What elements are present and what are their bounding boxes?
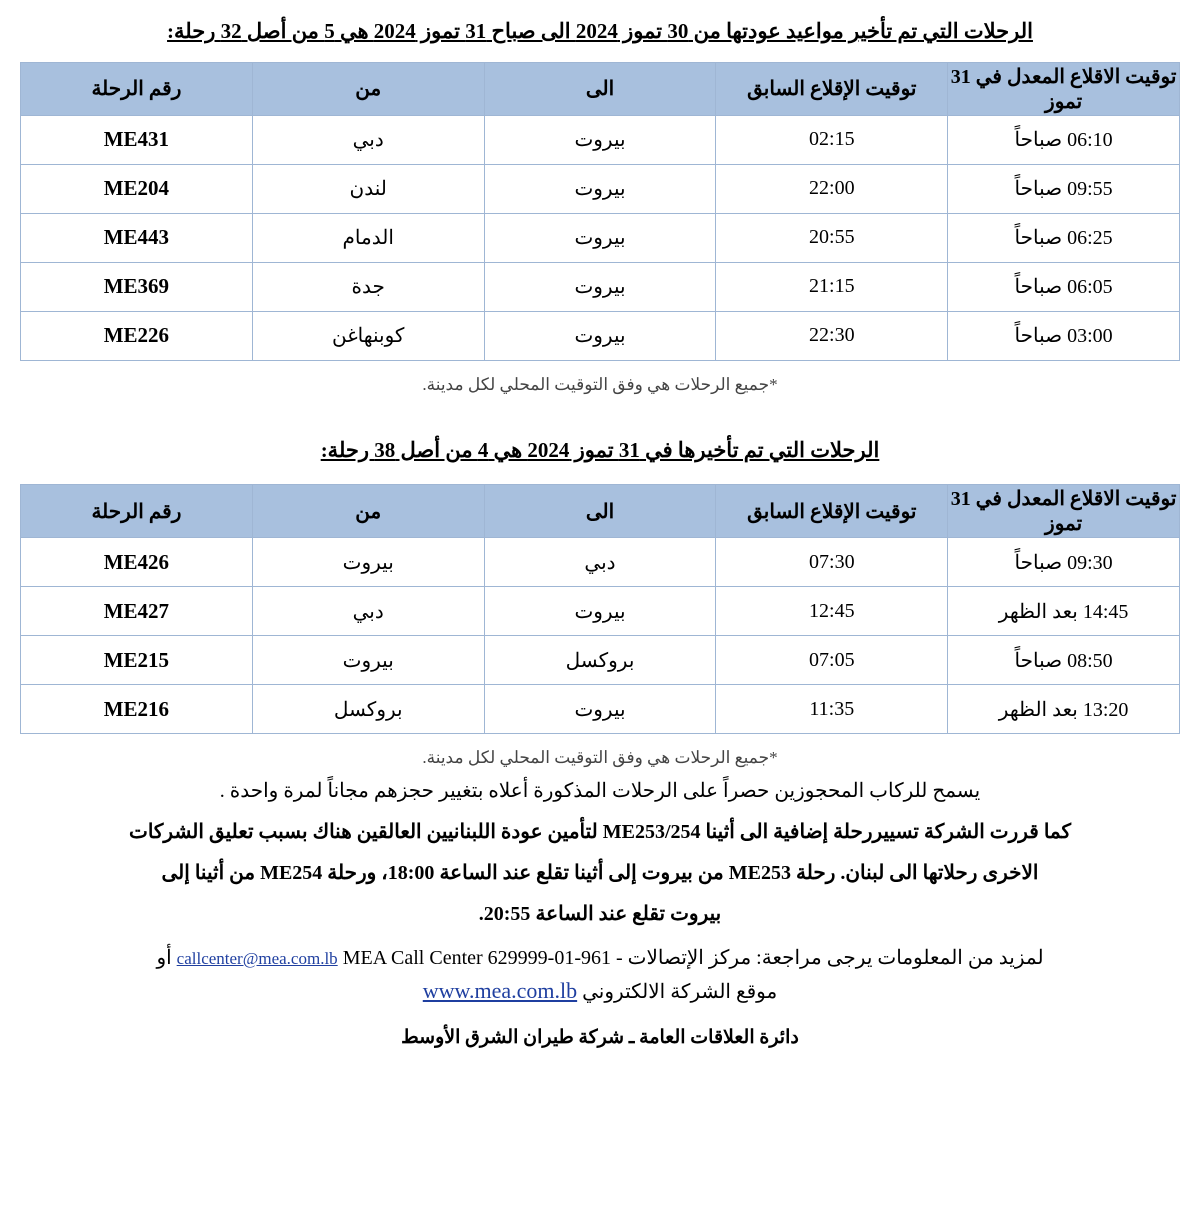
cell-new-departure: 03:00 صباحاً (948, 311, 1180, 360)
column-header-flight-no: رقم الرحلة (21, 62, 253, 115)
cell-from: دبي (252, 587, 484, 636)
column-header-previous-departure: توقيت الإقلاع السابق (716, 62, 948, 115)
cell-previous-departure: 11:35 (716, 685, 948, 734)
cell-new-departure: 13:20 بعد الظهر (948, 685, 1180, 734)
cell-previous-departure: 22:00 (716, 164, 948, 213)
cell-flight-no: ME215 (21, 636, 253, 685)
cell-to: بيروت (484, 262, 716, 311)
column-header-new-departure: توقيت الاقلاع المعدل في 31 تموز (948, 485, 1180, 538)
website-label: موقع الشركة الالكتروني (582, 981, 778, 1003)
call-center-number: MEA Call Center 629999-01-961 - (342, 947, 623, 969)
cell-flight-no: ME427 (21, 587, 253, 636)
extra-flight-line-2: الاخرى رحلاتها الى لبنان. رحلة ME253 من بيروت إلى أثينا تقلع عند الساعة 18:00، ورحلة ME254 من أثينا إلى (161, 862, 1039, 884)
cell-previous-departure: 20:55 (716, 213, 948, 262)
table-row (21, 685, 1180, 734)
column-header-flight-no: رقم الرحلة (21, 485, 253, 538)
table-row (21, 538, 1180, 587)
table-row (21, 164, 1180, 213)
table-row (21, 115, 1180, 164)
website-line (20, 978, 1180, 1004)
section1-flights-table (20, 62, 1180, 361)
section2-flights-table (20, 484, 1180, 734)
cell-previous-departure: 22:30 (716, 311, 948, 360)
cell-new-departure: 09:30 صباحاً (948, 538, 1180, 587)
table-header-row (21, 62, 1180, 115)
table-row (21, 587, 1180, 636)
cell-flight-no: ME431 (21, 115, 253, 164)
cell-from: بيروت (252, 538, 484, 587)
signature-line: دائرة العلاقات العامة ـ شركة طيران الشرق الأوسط (401, 1027, 799, 1048)
section2-local-time-note: *جميع الرحلات هي وفق التوقيت المحلي لكل مدينة. (422, 748, 778, 767)
section1-local-time-note: *جميع الرحلات هي وفق التوقيت المحلي لكل مدينة. (422, 374, 778, 394)
column-header-from: من (252, 485, 484, 538)
email-link[interactable]: callcenter@mea.com.lb (176, 949, 338, 968)
cell-new-departure: 14:45 بعد الظهر (948, 587, 1180, 636)
column-header-to: الى (484, 485, 716, 538)
section1-heading: الرحلات التي تم تأخير مواعيد عودتها من 30 تموز 2024 الى صباح 31 تموز 2024 هي 5 من أصل 32 رحلة: (167, 19, 1033, 43)
cell-previous-departure: 07:30 (716, 538, 948, 587)
table-header-row (21, 485, 1180, 538)
cell-new-departure: 06:05 صباحاً (948, 262, 1180, 311)
column-header-from: من (252, 62, 484, 115)
cell-previous-departure: 07:05 (716, 636, 948, 685)
cell-from: بيروت (252, 636, 484, 685)
cell-previous-departure: 12:45 (716, 587, 948, 636)
cell-to: بيروت (484, 685, 716, 734)
cell-from: كوبنهاغن (252, 311, 484, 360)
cell-previous-departure: 02:15 (716, 115, 948, 164)
cell-to: دبي (484, 538, 716, 587)
table-row (21, 213, 1180, 262)
cell-from: دبي (252, 115, 484, 164)
cell-from: جدة (252, 262, 484, 311)
booking-change-paragraph: يسمح للركاب المحجوزين حصراً على الرحلات المذكورة أعلاه بتغيير حجزهم مجاناً لمرة واحدة . (219, 780, 981, 802)
cell-to: بيروت (484, 587, 716, 636)
cell-previous-departure: 21:15 (716, 262, 948, 311)
cell-flight-no: ME426 (21, 538, 253, 587)
table-row (21, 262, 1180, 311)
cell-flight-no: ME443 (21, 213, 253, 262)
cell-to: بيروت (484, 311, 716, 360)
cell-new-departure: 06:10 صباحاً (948, 115, 1180, 164)
website-link[interactable]: www.mea.com.lb (422, 978, 578, 1003)
cell-from: الدمام (252, 213, 484, 262)
column-header-new-departure: توقيت الاقلاع المعدل في 31 تموز (948, 62, 1180, 115)
cell-to: بيروت (484, 164, 716, 213)
extra-flight-line-1: كما قررت الشركة تسييررحلة إضافية الى أثينا ME253/254 لتأمين عودة اللبنانيين العالقين هناك بسبب تعليق الشركات (128, 821, 1072, 843)
cell-flight-no: ME216 (21, 685, 253, 734)
cell-flight-no: ME204 (21, 164, 253, 213)
cell-from: بروكسل (252, 685, 484, 734)
section2-heading: الرحلات التي تم تأخيرها في 31 تموز 2024 هي 4 من أصل 38 رحلة: (320, 437, 880, 462)
contact-line (20, 940, 1180, 976)
contact-or: أو (156, 947, 172, 969)
contact-prefix: لمزيد من المعلومات يرجى مراجعة: مركز الإتصالات (627, 947, 1044, 969)
cell-flight-no: ME226 (21, 311, 253, 360)
cell-from: لندن (252, 164, 484, 213)
cell-to: بيروت (484, 213, 716, 262)
table-row (21, 311, 1180, 360)
cell-to: بروكسل (484, 636, 716, 685)
cell-flight-no: ME369 (21, 262, 253, 311)
cell-new-departure: 06:25 صباحاً (948, 213, 1180, 262)
column-header-to: الى (484, 62, 716, 115)
cell-new-departure: 08:50 صباحاً (948, 636, 1180, 685)
table-row (21, 636, 1180, 685)
cell-new-departure: 09:55 صباحاً (948, 164, 1180, 213)
cell-to: بيروت (484, 115, 716, 164)
extra-flight-line-3: بيروت تقلع عند الساعة 20:55. (478, 903, 722, 925)
column-header-previous-departure: توقيت الإقلاع السابق (716, 485, 948, 538)
